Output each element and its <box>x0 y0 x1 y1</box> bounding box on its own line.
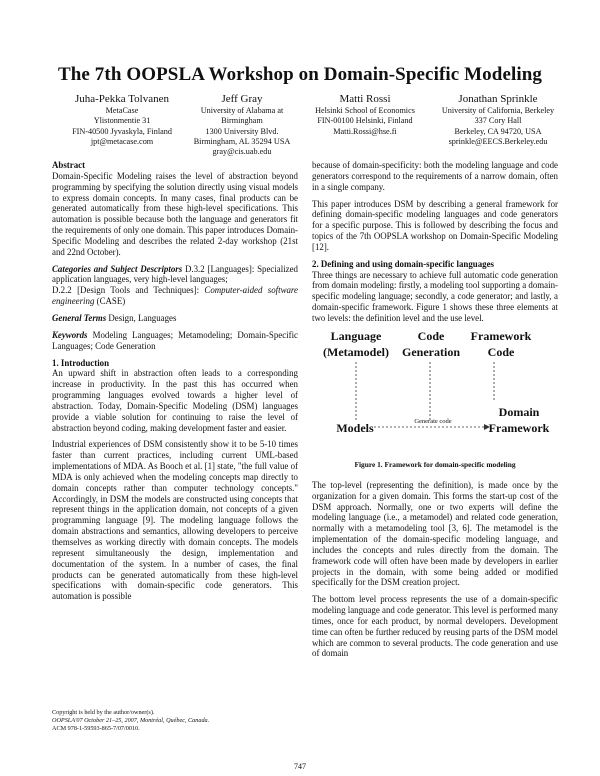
figure-caption: Figure 1. Framework for domain-specific modeling <box>354 459 516 469</box>
categories-text-2b: Computer-aided software engineering <box>52 285 298 307</box>
section-2-heading: 2. Defining and using domain-specific languages <box>312 258 494 269</box>
author-affiliation: MetaCase <box>105 106 139 115</box>
copyright-footnote <box>52 709 298 733</box>
author-address: FIN-00100 Helsinki, Finland <box>317 116 413 126</box>
author-block-4 <box>418 93 578 147</box>
author-email: sprinkle@EECS.Berkeley.edu <box>448 136 548 146</box>
author-email: Matti.Rossi@hse.fi <box>333 126 397 136</box>
author-block-3 <box>295 93 435 137</box>
right-paragraph-1: because of domain-specificity: both the modeling language and code generators correspond to the requirements of a narrow domain, often in a single company. <box>312 160 558 192</box>
figure-1 <box>312 324 558 474</box>
categories-heading: Categories and Subject Descriptors <box>52 263 183 274</box>
figure-label-domain-framework <box>484 404 554 436</box>
author-address: Ylistonmentie 31 <box>93 116 151 126</box>
author-address: Berkeley, CA 94720, USA <box>454 126 542 136</box>
author-name: Juha-Pekka Tolvanen <box>74 93 170 105</box>
footnote-line: OOPSLA'07 October 21–25, 2007, Montréal, Québec, Canada. <box>52 717 210 724</box>
author-address: FIN-40500 Jyvaskyla, Finland <box>72 126 172 136</box>
figure-label-text: Domain <box>498 404 540 419</box>
categories-text-2a: D.2.2 [Design Tools and Techniques]: <box>52 285 200 296</box>
section-1-paragraph-1: An upward shift in abstraction often leads to a corresponding increase in productivity. In the past this has occurred when programming languages evolved towards a higher level of abstraction. Today, Domain-Specific Modeling (DSM) languages provide a viable solution for continuing to raise the level of abstraction beyond coding, making development faster and easier. <box>52 368 298 433</box>
abstract-text: Domain-Specific Modeling raises the level of abstraction beyond programming by specifying the solution directly using visual models to express domain concepts. In many cases, final products can be generated automatically from these high-level specifications. This automation is possible because both the language and generators fit the requirements of only one domain. This paper introduces Domain-Specific Modeling and describes the related 2-day workshop (21st and 22nd October). <box>52 170 298 257</box>
author-name: Jonathan Sprinkle <box>458 93 538 105</box>
author-address: Birmingham, AL 35294 USA <box>193 136 291 146</box>
author-block-2 <box>172 93 312 157</box>
figure-label-text: (Metamodel) <box>323 344 389 359</box>
figure-label-text: Code <box>487 344 515 359</box>
author-email: gray@cis.uab.edu <box>212 147 272 157</box>
section-1-heading: 1. Introduction <box>52 357 110 368</box>
categories-text-1: D.3.2 [Languages]: Specialized application languages, very high-level languages; <box>52 263 298 285</box>
figure-label-code-generation <box>396 328 466 360</box>
section-2-paragraph-1: Three things are necessary to achieve full automatic code generation from domain modeling: firstly, a modeling tool supporting a domain-specific modeling language; secondly, a code generator; and lastly, a domain-specific framework. Figure 1 shows these three elements at two levels: the definition level and the use level. <box>312 269 558 323</box>
general-terms-text: Design, Languages <box>108 312 177 323</box>
author-address: 337 Cory Hall <box>474 116 522 126</box>
author-affiliation: University of California, Berkeley <box>441 106 555 115</box>
figure-label-text: Framework <box>488 420 550 435</box>
author-address: 1300 University Blvd. <box>205 126 279 136</box>
footnote-line: ACM 978-1-59593-865-7/07/0010. <box>52 725 140 732</box>
figure-label-models: Models <box>336 420 374 435</box>
categories <box>52 264 298 286</box>
author-affiliation: Helsinki School of Economics <box>315 106 415 115</box>
abstract-heading: Abstract <box>52 160 86 170</box>
figure-label-text: Generation <box>402 344 460 359</box>
figure-label-text: Framework <box>470 328 532 343</box>
figure-arrow-label: Generate code <box>414 417 452 425</box>
left-column <box>52 160 298 602</box>
right-column <box>312 160 558 659</box>
right-paragraph-4: The bottom level process represents the use of a domain-specific modeling language and code generator. This level is performed many times, once for each product, by normal developers. Development time can often be further reduced by reusing parts of the DSM model which are common to several products. The code generation and use of domain <box>312 594 558 659</box>
section-1-paragraph-2: Industrial experiences of DSM consistently show it to be 5-10 times faster than current practices, including current UML-based implementations of MDA. As Booch et al. [1] state, "the full value of MDA is only achieved when the modeling concepts map directly to domain concepts rather than computer technology concepts." Accordingly, in DSM the models are constructed using concepts that represent things in the application domain, not concepts of a given programming language [9]. The modeling language follows the domain abstractions and semantics, allowing developers to perceive themselves as working directly with domain concepts. The models represent simultaneously the design, implementation and documentation of the system. In a number of cases, the final products can be generated automatically from these high-level specifications with domain-specific code generators. This automation is possible <box>52 439 298 602</box>
categories-text-2c: (CASE) <box>96 296 126 307</box>
keywords <box>52 330 298 352</box>
author-name: Matti Rossi <box>339 93 391 105</box>
right-paragraph-3: The top-level (representing the definition), is made once by the organization for a given domain. This forms the start-up cost of the DSM approach. Normally, one or two experts will define the modeling language (i.e., a metamodel) and related code generation, normally with a metamodeling tool [3, 6]. The metamodel is the implementation of the domain-specific modeling language, and includes the concepts and rules directly from the domain. The framework code will often have been made by developers in earlier projects in the domain, with some being added or modified specifically for the DSM creation project. <box>312 479 558 588</box>
figure-label-language <box>316 328 396 360</box>
author-affiliation: University of Alabama at <box>200 106 284 115</box>
right-paragraph-2: This paper introduces DSM by describing a general framework for defining domain-specific modeling languages and code generators for a specific purpose. This is followed by describing the focus and topics of the 7th OOPSLA workshop on Domain-Specific Modeling [12]. <box>312 198 558 252</box>
author-email: jpt@metacase.com <box>90 136 154 146</box>
page-number: 747 <box>294 762 306 771</box>
figure-label-framework-code <box>464 328 538 360</box>
paper-title: The 7th OOPSLA Workshop on Domain-Specific Modeling <box>57 64 543 85</box>
figure-label-text: Language <box>330 328 382 343</box>
footnote-line: Copyright is held by the author/owner(s). <box>52 709 155 716</box>
author-name: Jeff Gray <box>221 93 263 105</box>
categories-2 <box>52 285 298 307</box>
general-terms <box>52 313 298 324</box>
keywords-text: Modeling Languages; Metamodeling; Domain-Specific Languages; Code Generation <box>52 329 298 351</box>
general-terms-heading: General Terms <box>52 312 107 323</box>
figure-label-text: Code <box>417 328 445 343</box>
author-affiliation: Birmingham <box>221 116 263 126</box>
keywords-heading: Keywords <box>52 329 88 340</box>
author-block-1 <box>52 93 192 147</box>
